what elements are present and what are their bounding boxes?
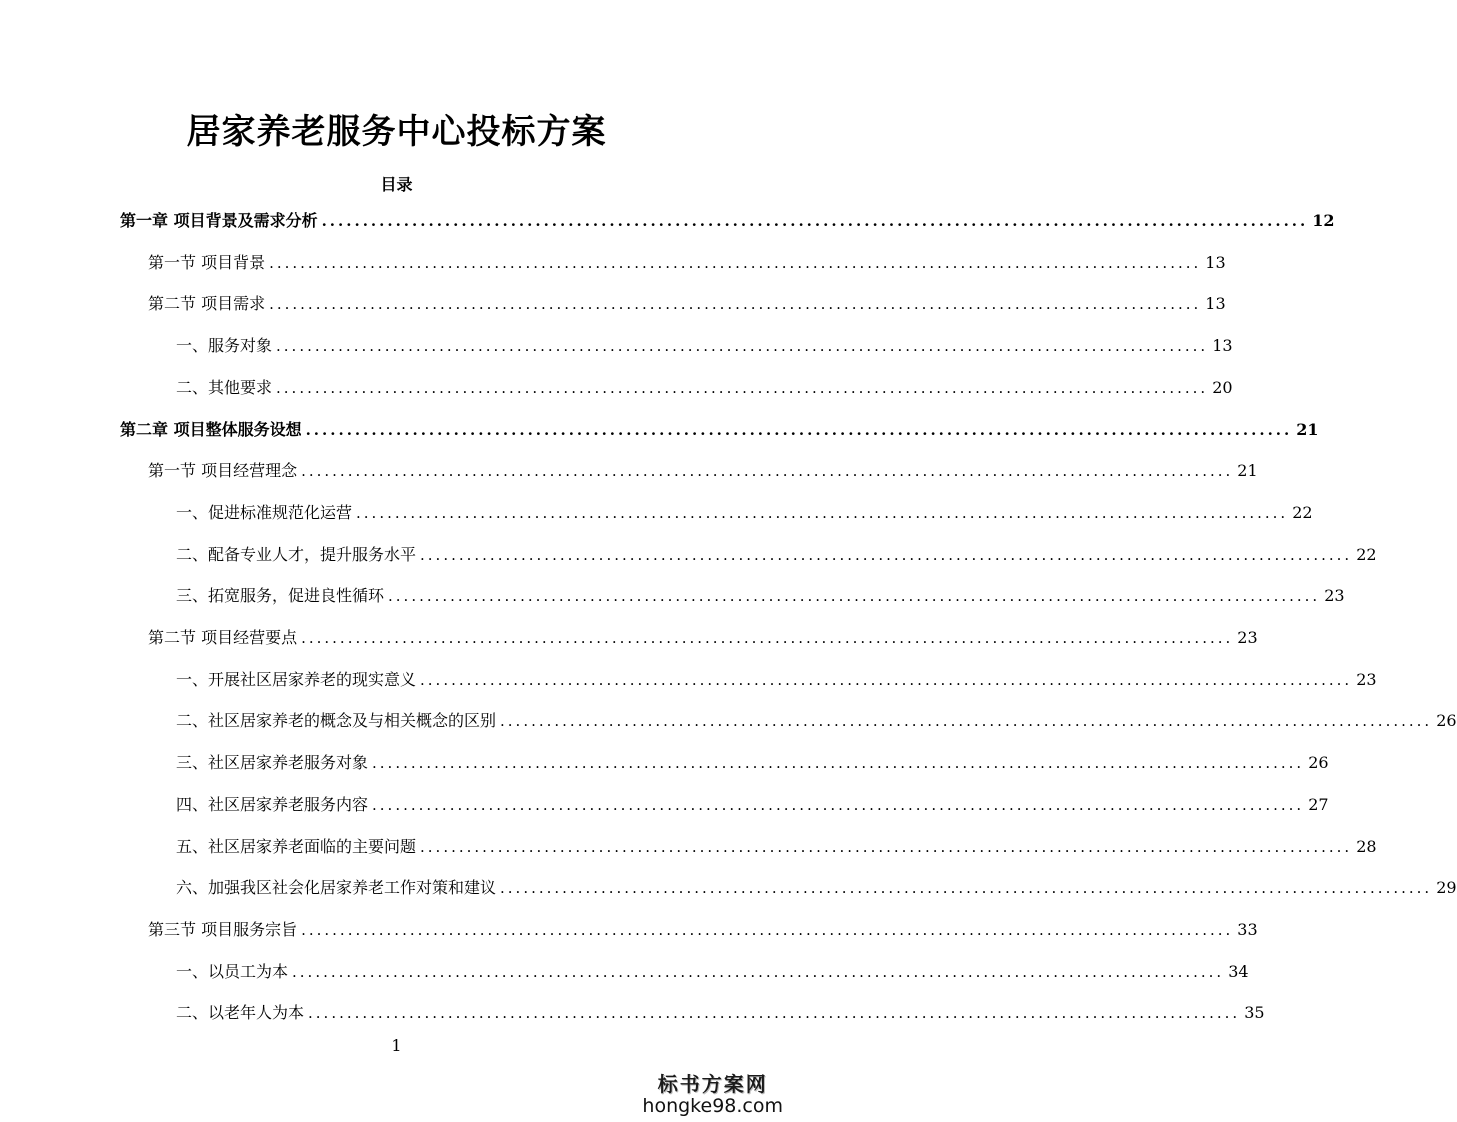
toc-leader-dots: ........................................................................................................................	[269, 295, 1202, 313]
toc-entry-page: 12	[1312, 211, 1335, 230]
toc-entry-label: 二、配备专业人才，提升服务水平	[176, 545, 417, 564]
toc-leader-dots: ........................................................................................................................	[308, 1004, 1241, 1022]
watermark-url: hongke98.com	[642, 1095, 783, 1117]
toc-entry[interactable]	[148, 250, 1226, 274]
toc-heading: 目录	[380, 175, 413, 194]
toc-entry[interactable]	[176, 1000, 1265, 1024]
toc-leader-dots: ........................................................................................................................	[372, 754, 1305, 772]
toc-entry-label: 一、开展社区居家养老的现实意义	[176, 670, 417, 689]
toc-entry[interactable]	[176, 333, 1233, 357]
toc-entry-label: 第二章 项目整体服务设想	[120, 420, 302, 439]
toc-leader-dots: ........................................................................................................................	[305, 421, 1293, 439]
watermark-logo	[642, 1068, 783, 1117]
toc-entry[interactable]	[148, 458, 1258, 482]
toc-entry-page: 34	[1228, 962, 1249, 981]
toc-entry-label: 二、社区居家养老的概念及与相关概念的区别	[176, 711, 497, 730]
toc-leader-dots: ........................................................................................................................	[356, 504, 1289, 522]
toc-entry[interactable]	[176, 792, 1329, 816]
toc-entry[interactable]	[176, 834, 1377, 858]
toc-entry-label: 一、服务对象	[176, 336, 273, 355]
toc-leader-dots: ........................................................................................................................	[420, 838, 1353, 856]
toc-entry[interactable]	[176, 542, 1377, 566]
toc-entry-page: 13	[1205, 253, 1226, 272]
toc-entry-label: 六、加强我区社会化居家养老工作对策和建议	[176, 878, 497, 897]
toc-entry-label: 五、社区居家养老面临的主要问题	[176, 837, 417, 856]
toc-entry-page: 13	[1205, 294, 1226, 313]
toc-entry-page: 29	[1436, 878, 1457, 897]
toc-leader-dots: ........................................................................................................................	[276, 379, 1209, 397]
toc-entry-page: 22	[1356, 545, 1377, 564]
toc-entry-page: 23	[1356, 670, 1377, 689]
toc-entry-label: 第三节 项目服务宗旨	[148, 920, 298, 939]
toc-entry-page: 20	[1212, 378, 1233, 397]
toc-entry-label: 四、社区居家养老服务内容	[176, 795, 369, 814]
toc-entry-page: 21	[1237, 461, 1258, 480]
toc-entry-page: 33	[1237, 920, 1258, 939]
toc-entry[interactable]	[176, 500, 1313, 524]
toc-entry-page: 26	[1436, 711, 1457, 730]
toc-entry-page: 27	[1308, 795, 1329, 814]
toc-leader-dots: ........................................................................................................................	[301, 629, 1234, 647]
toc-leader-dots: ........................................................................................................................	[301, 462, 1234, 480]
toc-entry[interactable]	[148, 625, 1258, 649]
toc-entry[interactable]	[148, 917, 1258, 941]
toc-entry-page: 28	[1356, 837, 1377, 856]
toc-leader-dots: ........................................................................................................................	[500, 879, 1433, 897]
toc-entry-label: 第一节 项目经营理念	[148, 461, 298, 480]
toc-leader-dots: ........................................................................................................................	[321, 212, 1309, 230]
toc-entry[interactable]	[176, 959, 1249, 983]
toc-entry[interactable]	[176, 667, 1377, 691]
toc-entry[interactable]	[148, 291, 1226, 315]
toc-entry-label: 第一节 项目背景	[148, 253, 266, 272]
toc-entry[interactable]	[176, 708, 1457, 732]
toc-entry[interactable]	[120, 208, 1335, 232]
toc-leader-dots: ........................................................................................................................	[292, 963, 1225, 981]
toc-leader-dots: ........................................................................................................................	[388, 587, 1321, 605]
toc-entry-page: 13	[1212, 336, 1233, 355]
document-title: 居家养老服务中心投标方案	[186, 112, 607, 152]
toc-entry-label: 三、社区居家养老服务对象	[176, 753, 369, 772]
toc-entry-label: 一、促进标准规范化运营	[176, 503, 353, 522]
toc-entry-page: 26	[1308, 753, 1329, 772]
toc-leader-dots: ........................................................................................................................	[276, 337, 1209, 355]
toc-leader-dots: ........................................................................................................................	[500, 712, 1433, 730]
toc-leader-dots: ........................................................................................................................	[372, 796, 1305, 814]
toc-entry-label: 第二节 项目需求	[148, 294, 266, 313]
page-number: 1	[391, 1036, 402, 1055]
toc-leader-dots: ........................................................................................................................	[420, 671, 1353, 689]
watermark-name: 标书方案网	[657, 1072, 768, 1096]
toc-leader-dots: ........................................................................................................................	[269, 254, 1202, 272]
toc-leader-dots: ........................................................................................................................	[301, 921, 1234, 939]
toc-leader-dots: ........................................................................................................................	[420, 546, 1353, 564]
toc-entry[interactable]	[176, 875, 1457, 899]
toc-entry-label: 二、以老年人为本	[176, 1003, 305, 1022]
toc-entry-page: 22	[1292, 503, 1313, 522]
toc-entry-page: 23	[1237, 628, 1258, 647]
toc-entry-label: 第一章 项目背景及需求分析	[120, 211, 318, 230]
toc-entry[interactable]	[176, 375, 1233, 399]
toc-entry-page: 23	[1324, 586, 1345, 605]
toc-entry-label: 三、拓宽服务，促进良性循环	[176, 586, 385, 605]
toc-entry[interactable]	[120, 417, 1319, 441]
toc-entry-label: 一、以员工为本	[176, 962, 289, 981]
toc-entry-label: 二、其他要求	[176, 378, 273, 397]
toc-entry-label: 第二节 项目经营要点	[148, 628, 298, 647]
toc-entry-page: 35	[1244, 1003, 1265, 1022]
toc-entry[interactable]	[176, 583, 1345, 607]
toc-entry[interactable]	[176, 750, 1329, 774]
toc-entry-page: 21	[1296, 420, 1319, 439]
